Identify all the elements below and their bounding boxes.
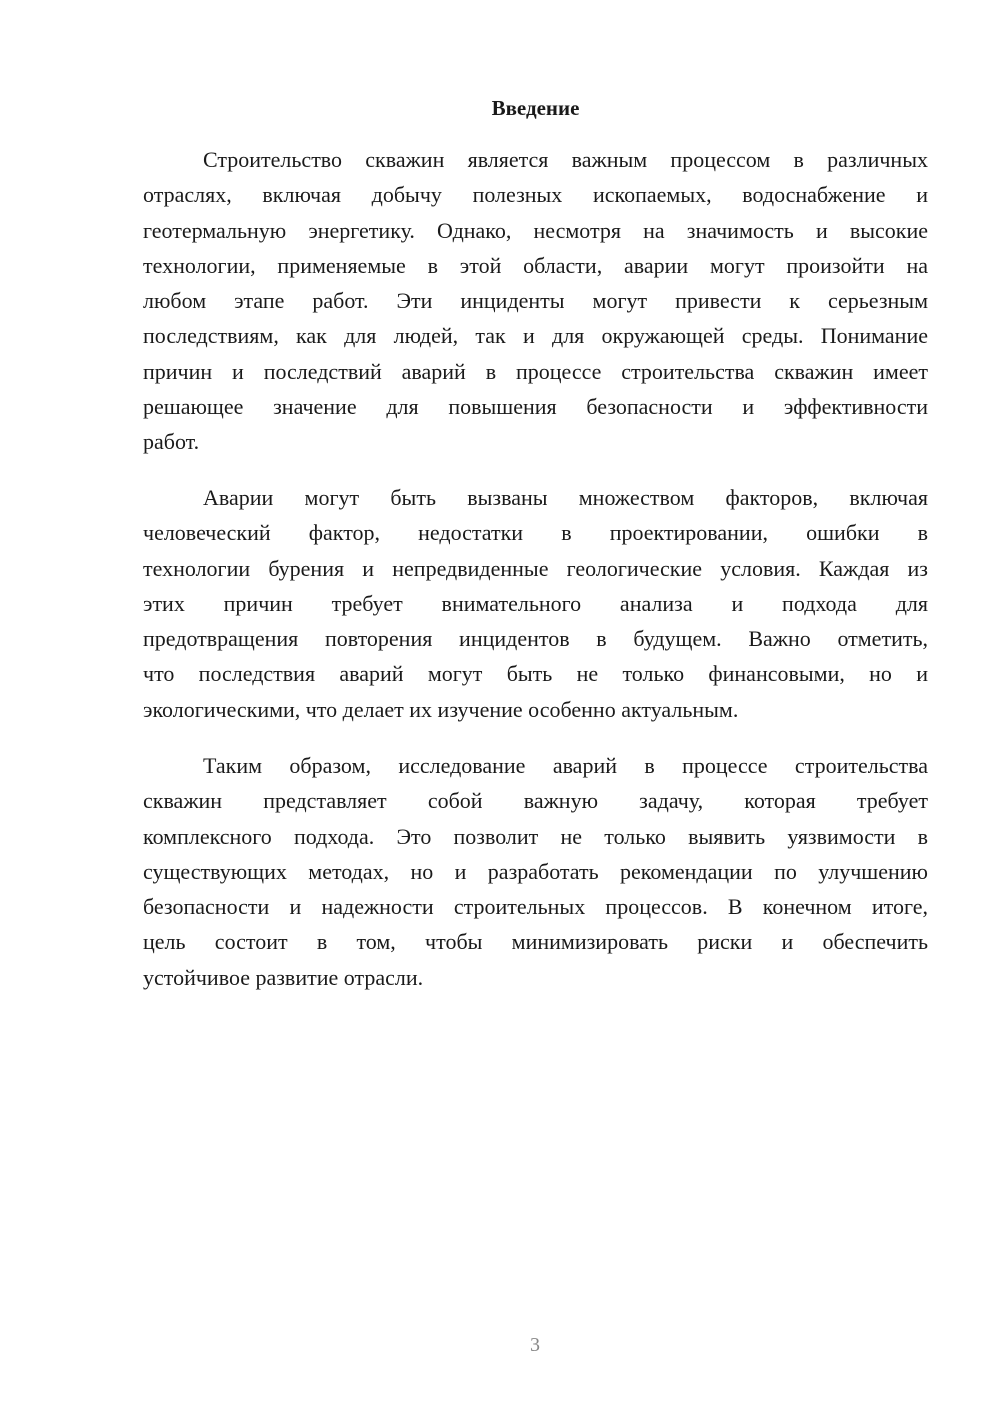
text-line: предотвращения повторения инцидентов в будущем. Важно отметить, (143, 626, 928, 652)
paragraph-3 (143, 748, 928, 995)
text-line: технологии, применяемые в этой области, аварии могут произойти на (143, 252, 928, 278)
text-line: комплексного подхода. Это позволит не только выявить уязвимости в (143, 823, 928, 849)
text-line: безопасности и надежности строительных процессов. В конечном итоге, (143, 894, 928, 920)
text-line: любом этапе работ. Эти инциденты могут привести к серьезным (143, 288, 928, 314)
text-line: Аварии могут быть вызваны множеством факторов, включая (203, 485, 928, 510)
text-line: отраслях, включая добычу полезных ископаемых, водоснабжение и (143, 182, 928, 208)
text-line: последствиям, как для людей, так и для окружающей среды. Понимание (143, 323, 928, 349)
text-line: решающее значение для повышения безопасности и эффективности (143, 394, 928, 420)
text-line: технологии бурения и непредвиденные геологические условия. Каждая из (143, 555, 928, 581)
page-title: Введение (491, 96, 580, 120)
text-line: экологическими, что делает их изучение особенно актуальным. (143, 696, 739, 722)
text-line: скважин представляет собой важную задачу, которая требует (143, 788, 928, 814)
text-line: этих причин требует внимательного анализа и подхода для (143, 590, 928, 616)
text-line: работ. (143, 429, 200, 455)
page-number: 3 (530, 1334, 540, 1356)
text-line: Строительство скважин является важным процессом в различных (203, 147, 928, 172)
text-line: что последствия аварий могут быть не только финансовыми, но и (143, 661, 928, 687)
text-line: человеческий фактор, недостатки в проектировании, ошибки в (143, 520, 928, 546)
text-line: устойчивое развитие отрасли. (143, 964, 424, 990)
text-line: Таким образом, исследование аварий в процессе строительства (203, 753, 928, 778)
text-line: причин и последствий аварий в процессе строительства скважин имеет (143, 358, 928, 384)
text-line: цель состоит в том, чтобы минимизировать риски и обеспечить (143, 929, 928, 955)
text-line: геотермальную энергетику. Однако, несмотря на значимость и высокие (143, 217, 928, 243)
text-line: существующих методах, но и разработать рекомендации по улучшению (143, 858, 928, 884)
paragraph-1 (143, 142, 928, 460)
paragraph-2 (143, 480, 928, 727)
